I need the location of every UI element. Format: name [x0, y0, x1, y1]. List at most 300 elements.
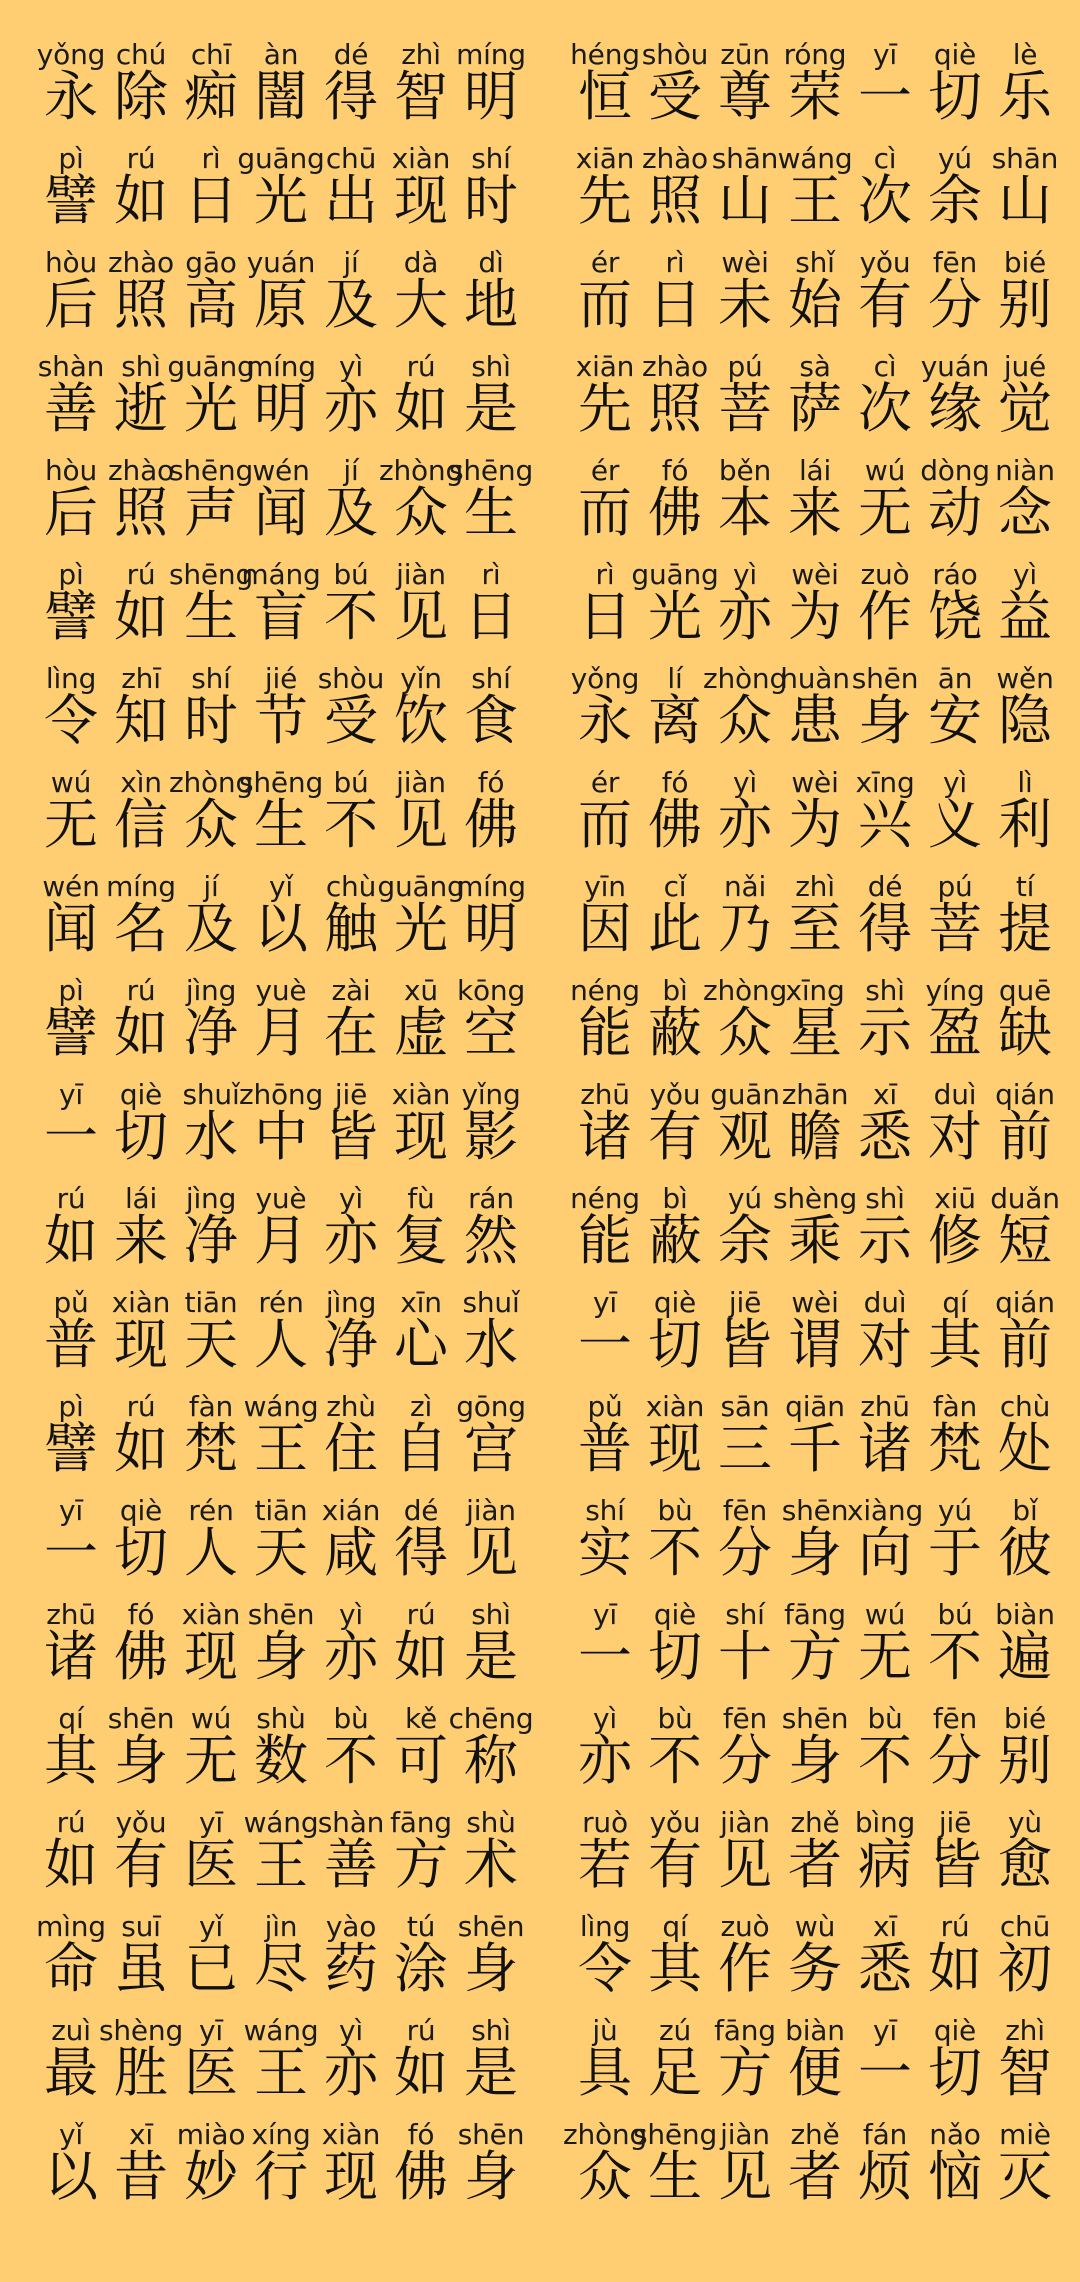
character-cell — [316, 768, 386, 854]
hanzi-character: 切 — [114, 1105, 168, 1168]
pinyin-text: nǎi — [723, 870, 767, 903]
pinyin-text: bié — [1003, 1702, 1047, 1735]
character-cell — [316, 352, 386, 438]
character-cell — [920, 768, 990, 854]
hanzi-character: 智 — [394, 65, 448, 128]
character-cell — [316, 664, 386, 750]
pinyin-text: lè — [1012, 38, 1038, 71]
character-cell — [36, 1496, 106, 1582]
character-cell — [456, 560, 526, 646]
character-cell — [780, 768, 850, 854]
hanzi-character: 及 — [324, 273, 378, 336]
pinyin-text: shēng — [632, 2118, 718, 2151]
pinyin-text: jiàn — [466, 1494, 516, 1527]
pinyin-text: xī — [129, 2118, 153, 2151]
pinyin-text: zài — [331, 974, 371, 1007]
pinyin-text: rú — [56, 1806, 86, 1839]
pinyin-text: tú — [406, 1910, 436, 1943]
hanzi-character: 愈 — [998, 1833, 1052, 1896]
character-cell — [106, 456, 176, 542]
pinyin-text: yǒng — [36, 38, 106, 71]
hanzi-character: 佛 — [648, 793, 702, 856]
pinyin-text: zhū — [860, 1390, 910, 1423]
hanzi-character: 数 — [254, 1729, 308, 1792]
character-cell — [106, 872, 176, 958]
character-cell — [168, 558, 254, 648]
pinyin-text: zhòng — [562, 2118, 648, 2151]
verse-line — [570, 2016, 1060, 2120]
hanzi-character: 譬 — [44, 1417, 98, 1480]
hanzi-character: 名 — [114, 897, 168, 960]
pinyin-text: qiè — [119, 1494, 163, 1527]
pinyin-text: róng — [783, 38, 847, 71]
hanzi-character: 此 — [648, 897, 702, 960]
pinyin-text: xiān — [575, 350, 635, 383]
pinyin-text: yǒu — [859, 246, 911, 279]
hanzi-character: 医 — [184, 1833, 238, 1896]
pinyin-text: jù — [592, 2014, 618, 2047]
pinyin-text: shù — [256, 1702, 306, 1735]
pinyin-text: yuán — [920, 350, 990, 383]
hanzi-character: 利 — [998, 793, 1052, 856]
hanzi-character: 照 — [114, 273, 168, 336]
character-cell — [710, 1080, 780, 1166]
hanzi-character: 蔽 — [648, 1209, 702, 1272]
verse-line — [36, 1392, 526, 1496]
hanzi-character: 光 — [394, 897, 448, 960]
hanzi-character: 善 — [44, 377, 98, 440]
hanzi-character: 痴 — [184, 65, 238, 128]
hanzi-character: 行 — [254, 2145, 308, 2208]
hanzi-character: 如 — [928, 1937, 982, 2000]
pinyin-text: qiè — [653, 1598, 697, 1631]
character-cell — [456, 1392, 526, 1478]
hanzi-character: 然 — [464, 1209, 518, 1272]
hanzi-character: 如 — [114, 1001, 168, 1064]
character-cell — [316, 456, 386, 542]
pinyin-text: wú — [864, 1598, 906, 1631]
character-cell — [710, 1600, 780, 1686]
hanzi-character: 兴 — [858, 793, 912, 856]
hanzi-character: 恼 — [928, 2145, 982, 2208]
hanzi-character: 隐 — [998, 689, 1052, 752]
hanzi-character: 日 — [648, 273, 702, 336]
pinyin-text: jiàn — [720, 1806, 770, 1839]
hanzi-character: 已 — [184, 1937, 238, 2000]
pinyin-text: pǔ — [53, 1286, 89, 1319]
hanzi-character: 先 — [578, 377, 632, 440]
pinyin-text: gāo — [185, 246, 237, 279]
pinyin-text: guāng — [237, 142, 325, 175]
character-cell — [456, 1808, 526, 1894]
pinyin-text: shàn — [317, 1806, 385, 1839]
hanzi-character: 作 — [858, 585, 912, 648]
pinyin-text: yú — [938, 1494, 972, 1527]
pinyin-text: zhī — [121, 662, 161, 695]
pinyin-text: suī — [121, 1910, 161, 1943]
pinyin-text: miào — [176, 2118, 246, 2151]
hanzi-character: 一 — [858, 65, 912, 128]
character-cell — [920, 664, 990, 750]
character-cell — [920, 976, 990, 1062]
character-cell — [106, 40, 176, 126]
hanzi-character: 义 — [928, 793, 982, 856]
character-cell — [456, 144, 526, 230]
hanzi-character: 诸 — [44, 1625, 98, 1688]
hanzi-character: 见 — [394, 793, 448, 856]
pinyin-text: bǐ — [1012, 1494, 1038, 1527]
pinyin-text: shuǐ — [462, 1286, 520, 1319]
character-cell — [243, 1806, 319, 1896]
character-cell — [98, 2014, 184, 2104]
verse-line — [36, 1496, 526, 1600]
hanzi-character: 身 — [254, 1625, 308, 1688]
hanzi-character: 来 — [788, 481, 842, 544]
character-cell — [106, 1288, 176, 1374]
pinyin-text: guāng — [377, 870, 465, 903]
hanzi-character: 医 — [184, 2041, 238, 2104]
hanzi-character: 身 — [114, 1729, 168, 1792]
character-cell — [850, 248, 920, 334]
pinyin-text: shí — [471, 142, 511, 175]
hanzi-character: 永 — [44, 65, 98, 128]
pinyin-text: wěn — [996, 662, 1054, 695]
character-cell — [710, 352, 780, 438]
character-cell — [780, 872, 850, 958]
pinyin-text: biàn — [995, 1598, 1055, 1631]
pinyin-text: shēn — [457, 1910, 525, 1943]
character-cell — [386, 40, 456, 126]
hanzi-character: 乐 — [998, 65, 1052, 128]
hanzi-character: 如 — [394, 2041, 448, 2104]
hanzi-character: 具 — [578, 2041, 632, 2104]
character-cell — [386, 1496, 456, 1582]
pinyin-text: yì — [733, 766, 757, 799]
character-cell — [990, 768, 1060, 854]
character-cell — [990, 1600, 1060, 1686]
character-cell — [780, 40, 850, 126]
hanzi-character: 生 — [464, 481, 518, 544]
pinyin-text: shēn — [781, 1702, 849, 1735]
pinyin-text: rú — [56, 1182, 86, 1215]
pinyin-text: rú — [126, 142, 156, 175]
hanzi-character: 向 — [858, 1521, 912, 1584]
pinyin-text: xiān — [575, 142, 635, 175]
character-cell — [246, 1288, 316, 1374]
pinyin-text: zūn — [720, 38, 770, 71]
pinyin-text: shān — [991, 142, 1059, 175]
character-cell — [246, 976, 316, 1062]
hanzi-character: 及 — [184, 897, 238, 960]
pinyin-text: qián — [995, 1078, 1055, 1111]
pinyin-text: jìng — [185, 1182, 237, 1215]
character-cell — [850, 2120, 920, 2206]
hanzi-character: 前 — [998, 1105, 1052, 1168]
character-cell — [168, 454, 254, 544]
verse-line — [570, 40, 1060, 144]
hanzi-character: 动 — [928, 481, 982, 544]
pinyin-text: xī — [873, 1078, 897, 1111]
hanzi-character: 众 — [718, 1001, 772, 1064]
pinyin-text: yǐng — [461, 1078, 521, 1111]
pinyin-text: yì — [339, 2014, 363, 2047]
pinyin-text: kōng — [456, 974, 526, 1007]
character-cell — [570, 1912, 640, 1998]
pinyin-text: bì — [662, 974, 688, 1007]
character-cell — [570, 1808, 640, 1894]
character-cell — [176, 1184, 246, 1270]
pinyin-text: fāng — [390, 1806, 452, 1839]
character-cell — [640, 1704, 710, 1790]
character-cell — [237, 142, 325, 232]
pinyin-text: dé — [333, 38, 369, 71]
pinyin-text: shù — [466, 1806, 516, 1839]
character-cell — [780, 1080, 850, 1166]
character-cell — [990, 144, 1060, 230]
character-cell — [850, 872, 920, 958]
pinyin-text: shēng — [168, 558, 254, 591]
pinyin-text: yǒu — [649, 1078, 701, 1111]
pinyin-text: bú — [937, 1598, 973, 1631]
pinyin-text: yǐ — [59, 2118, 83, 2151]
hanzi-character: 得 — [394, 1521, 448, 1584]
character-cell — [316, 2016, 386, 2102]
pinyin-text: shí — [585, 1494, 625, 1527]
character-cell — [386, 2016, 456, 2102]
hanzi-character: 日 — [578, 585, 632, 648]
hanzi-character: 尽 — [254, 1937, 308, 2000]
pinyin-text: lái — [124, 1182, 158, 1215]
character-cell — [570, 872, 640, 958]
pinyin-text: xíng — [251, 2118, 311, 2151]
pinyin-text: shān — [711, 142, 779, 175]
pinyin-text: duǎn — [990, 1182, 1060, 1215]
hanzi-character: 足 — [648, 2041, 702, 2104]
character-cell — [570, 664, 640, 750]
character-cell — [36, 1392, 106, 1478]
hanzi-character: 提 — [998, 897, 1052, 960]
pinyin-text: wú — [50, 766, 92, 799]
pinyin-text: xiàn — [391, 142, 451, 175]
verse-line — [36, 1184, 526, 1288]
hanzi-character: 切 — [648, 1313, 702, 1376]
character-cell — [570, 976, 640, 1062]
character-cell — [710, 560, 780, 646]
character-cell — [780, 1392, 850, 1478]
pinyin-text: lìng — [45, 662, 97, 695]
character-cell — [850, 664, 920, 750]
hanzi-character: 无 — [858, 481, 912, 544]
character-cell — [386, 1704, 456, 1790]
pinyin-text: zhào — [108, 246, 174, 279]
character-cell — [640, 664, 710, 750]
verse-line — [570, 664, 1060, 768]
hanzi-character: 乘 — [788, 1209, 842, 1272]
hanzi-character: 亦 — [324, 1209, 378, 1272]
pinyin-text: ān — [937, 662, 973, 695]
character-cell — [386, 1912, 456, 1998]
hanzi-character: 尊 — [718, 65, 772, 128]
character-cell — [106, 768, 176, 854]
pinyin-text: wèi — [791, 1286, 839, 1319]
hanzi-character: 空 — [464, 1001, 518, 1064]
character-cell — [570, 144, 640, 230]
character-cell — [562, 2118, 648, 2208]
pinyin-text: néng — [570, 1182, 640, 1215]
hanzi-character: 昔 — [114, 2145, 168, 2208]
hanzi-character: 烦 — [858, 2145, 912, 2208]
hanzi-character: 佛 — [394, 2145, 448, 2208]
pinyin-text: zhòng — [168, 766, 254, 799]
pinyin-text: pú — [727, 350, 763, 383]
hanzi-character: 月 — [254, 1209, 308, 1272]
verse-line — [36, 40, 526, 144]
character-cell — [36, 40, 106, 126]
pinyin-text: shì — [471, 350, 511, 383]
character-cell — [106, 1808, 176, 1894]
pinyin-text: yī — [199, 1806, 223, 1839]
verse-line — [562, 2118, 1060, 2224]
pinyin-text: zhōng — [238, 1078, 324, 1111]
pinyin-text: fù — [407, 1182, 435, 1215]
pinyin-text: hòu — [44, 454, 98, 487]
hanzi-character: 修 — [928, 1209, 982, 1272]
hanzi-character: 为 — [788, 585, 842, 648]
character-cell — [448, 454, 534, 544]
hanzi-character: 涂 — [394, 1937, 448, 2000]
hanzi-character: 次 — [858, 169, 912, 232]
character-cell — [386, 976, 456, 1062]
character-cell — [246, 1704, 316, 1790]
character-cell — [920, 2120, 990, 2206]
hanzi-character: 王 — [788, 169, 842, 232]
hanzi-character: 别 — [998, 273, 1052, 336]
character-cell — [640, 1288, 710, 1374]
character-cell — [990, 2016, 1060, 2102]
hanzi-character: 星 — [788, 1001, 842, 1064]
hanzi-character: 亦 — [324, 2041, 378, 2104]
pinyin-text: rì — [201, 142, 221, 175]
hanzi-character: 亦 — [718, 793, 772, 856]
verse-line — [570, 352, 1060, 456]
hanzi-character: 便 — [788, 2041, 842, 2104]
hanzi-character: 十 — [718, 1625, 772, 1688]
hanzi-character: 触 — [324, 897, 378, 960]
hanzi-character: 善 — [324, 1833, 378, 1896]
pinyin-text: shēn — [107, 1702, 175, 1735]
hanzi-character: 皆 — [324, 1105, 378, 1168]
pinyin-text: zhào — [108, 454, 174, 487]
character-cell — [456, 1184, 526, 1270]
pinyin-text: fó — [477, 766, 505, 799]
character-cell — [780, 1288, 850, 1374]
pinyin-text: zuò — [860, 558, 910, 591]
pinyin-text: jí — [343, 246, 359, 279]
hanzi-character: 示 — [858, 1209, 912, 1272]
hanzi-character: 彼 — [998, 1521, 1052, 1584]
character-cell — [990, 1704, 1060, 1790]
hanzi-character: 王 — [254, 1833, 308, 1896]
pinyin-text: shì — [865, 1182, 905, 1215]
hanzi-character: 方 — [718, 2041, 772, 2104]
pinyin-text: shèng — [772, 1182, 858, 1215]
character-cell — [386, 1184, 456, 1270]
hanzi-character: 者 — [788, 2145, 842, 2208]
character-cell — [780, 560, 850, 646]
pinyin-text: míng — [456, 38, 526, 71]
character-cell — [386, 664, 456, 750]
hanzi-character: 宫 — [464, 1417, 518, 1480]
pinyin-text: duì — [933, 1078, 977, 1111]
hanzi-character: 益 — [998, 585, 1052, 648]
character-cell — [176, 1392, 246, 1478]
pinyin-text: dé — [403, 1494, 439, 1527]
character-cell — [106, 1184, 176, 1270]
character-cell — [386, 352, 456, 438]
pinyin-text: gōng — [456, 1390, 526, 1423]
hanzi-character: 前 — [998, 1313, 1052, 1376]
pinyin-text: xiàn — [321, 2118, 381, 2151]
pinyin-text: wáng — [243, 2014, 319, 2047]
hanzi-character: 恒 — [578, 65, 632, 128]
pinyin-text: xìn — [120, 766, 162, 799]
pinyin-text: pǔ — [587, 1390, 623, 1423]
character-cell — [448, 1702, 534, 1792]
pinyin-text: yì — [943, 766, 967, 799]
hanzi-character: 生 — [648, 2145, 702, 2208]
pinyin-text: xiàng — [846, 1494, 924, 1527]
pinyin-text: sà — [799, 350, 831, 383]
pinyin-text: guāng — [631, 558, 719, 591]
pinyin-text: jiē — [938, 1806, 972, 1839]
pinyin-text: dòng — [920, 454, 990, 487]
pinyin-text: shí — [471, 662, 511, 695]
pinyin-text: xiàn — [645, 1390, 705, 1423]
pinyin-text: shēng — [238, 766, 324, 799]
hanzi-character: 自 — [394, 1417, 448, 1480]
character-cell — [246, 1912, 316, 1998]
pinyin-text: shuǐ — [182, 1078, 240, 1111]
hanzi-character: 皆 — [928, 1833, 982, 1896]
pinyin-text: chū — [999, 1910, 1051, 1943]
hanzi-character: 知 — [114, 689, 168, 752]
pinyin-text: qí — [942, 1286, 968, 1319]
hanzi-character: 信 — [114, 793, 168, 856]
hanzi-character: 出 — [324, 169, 378, 232]
pinyin-text: xiàn — [111, 1286, 171, 1319]
character-cell — [570, 1080, 640, 1166]
hanzi-character: 如 — [394, 377, 448, 440]
character-cell — [316, 40, 386, 126]
character-cell — [920, 1912, 990, 1998]
hanzi-character: 生 — [254, 793, 308, 856]
pinyin-text: jí — [343, 454, 359, 487]
hanzi-character: 为 — [788, 793, 842, 856]
character-cell — [106, 1080, 176, 1166]
hanzi-character: 本 — [718, 481, 772, 544]
verse-line — [36, 768, 526, 872]
verse-line — [570, 976, 1060, 1080]
character-cell — [316, 976, 386, 1062]
hanzi-character: 如 — [44, 1209, 98, 1272]
hanzi-character: 是 — [464, 2041, 518, 2104]
character-cell — [36, 560, 106, 646]
character-cell — [710, 872, 780, 958]
character-cell — [246, 872, 316, 958]
hanzi-character: 水 — [464, 1313, 518, 1376]
pinyin-text: wú — [864, 454, 906, 487]
character-cell — [36, 768, 106, 854]
